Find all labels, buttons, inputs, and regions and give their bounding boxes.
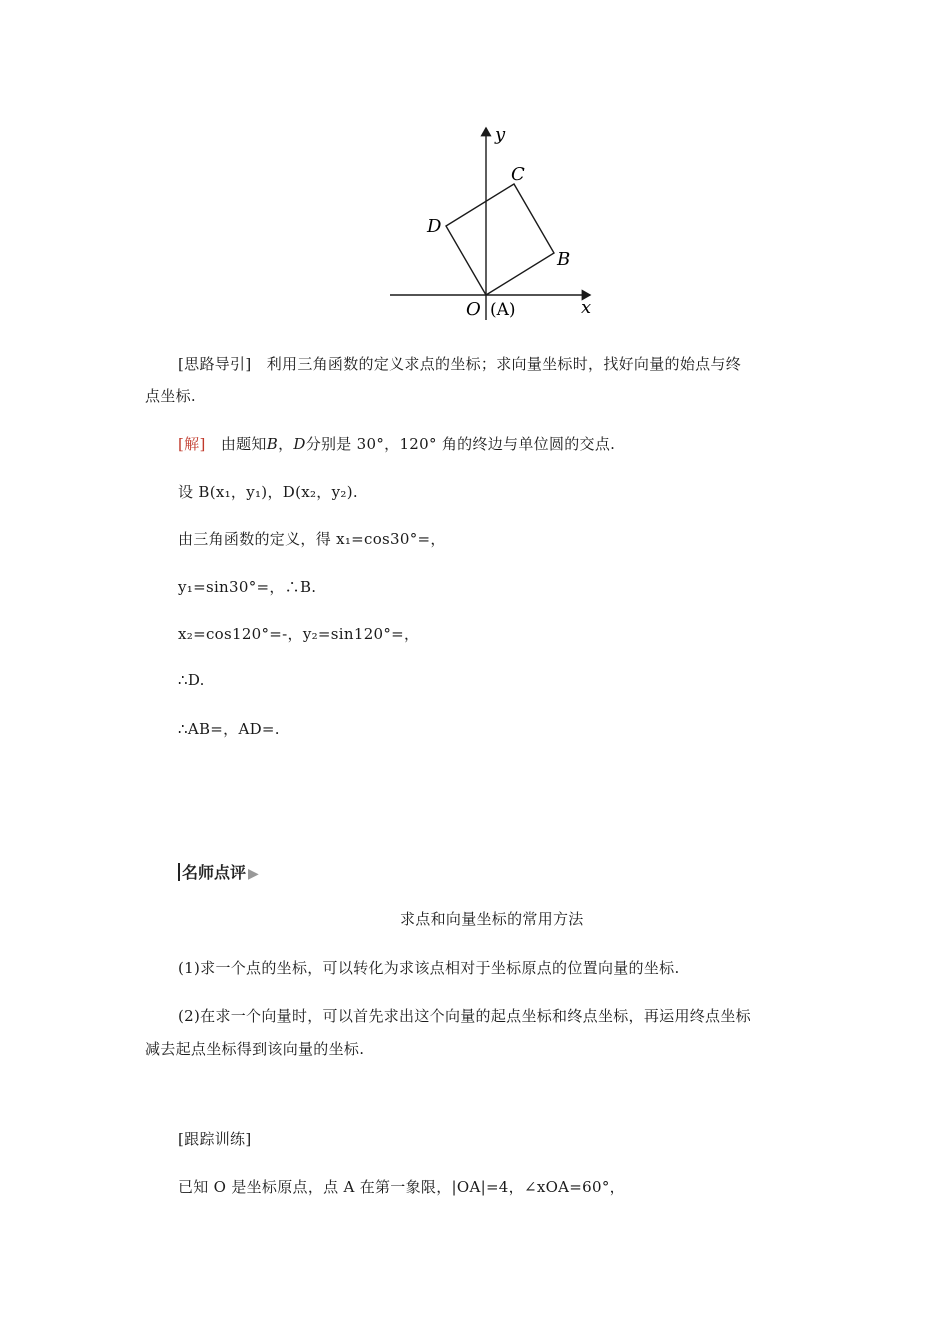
guide-line-1 <box>178 353 741 374</box>
practice-text: 已知 O 是坐标原点，点 A 在第一象限，|OA|=4，∠xOA=60°， <box>178 1178 625 1196</box>
review-heading-text: 名师点评 <box>182 863 247 882</box>
solution-label: [解] <box>178 435 206 453</box>
point-a-label: (A) <box>490 300 516 320</box>
guide-line-2: 点坐标. <box>145 387 196 405</box>
solution-line-3: 由三角函数的定义，得 x₁=cos30°=， <box>178 530 446 548</box>
axis-y-label: y <box>495 124 506 145</box>
practice-label: [跟踪训练] <box>178 1130 252 1148</box>
review-paragraph-2a: (2)在求一个向量时，可以首先求出这个向量的起点坐标和终点坐标，再运用终点坐标 <box>178 1007 751 1025</box>
guide-label: [思路导引] <box>178 355 252 373</box>
origin-label: O <box>466 299 481 320</box>
solution-point-b: B <box>266 435 279 453</box>
solution-line-2: 设 B(x₁，y₁)，D(x₂，y₂). <box>178 483 358 501</box>
guide-text-1: 利用三角函数的定义求点的坐标；求向量坐标时，找好向量的始点与终 <box>266 355 742 373</box>
point-c-label: C <box>511 164 525 185</box>
solution-line-4: y₁=sin30°=，∴B. <box>178 578 317 596</box>
axis-x-label: x <box>581 297 592 318</box>
solution-point-d: D <box>293 435 306 453</box>
review-paragraph-1: (1)求一个点的坐标，可以转化为求该点相对于坐标原点的位置向量的坐标. <box>178 959 680 977</box>
square-abcd <box>446 184 554 295</box>
review-title: 求点和向量坐标的常用方法 <box>400 910 584 928</box>
review-paragraph-2b: 减去起点坐标得到该向量的坐标. <box>145 1040 365 1058</box>
solution-line-5: x₂=cos120°=-，y₂=sin120°=， <box>178 625 420 643</box>
solution-text-pre: 由题知 <box>220 435 267 453</box>
review-heading <box>178 860 259 883</box>
heading-bar-mark <box>178 863 180 881</box>
play-triangle-icon: ▶ <box>248 866 259 882</box>
solution-line-1 <box>178 433 615 454</box>
solution-line-6: ∴D. <box>178 671 205 689</box>
solution-line-7: ∴AB=，AD=. <box>178 720 280 738</box>
solution-sep: ， <box>278 435 294 453</box>
solution-text-post: 分别是 30°，120° 角的终边与单位圆的交点. <box>305 435 616 453</box>
point-d-label: D <box>427 216 442 237</box>
point-b-label: B <box>557 249 571 270</box>
coordinate-figure <box>385 122 605 327</box>
